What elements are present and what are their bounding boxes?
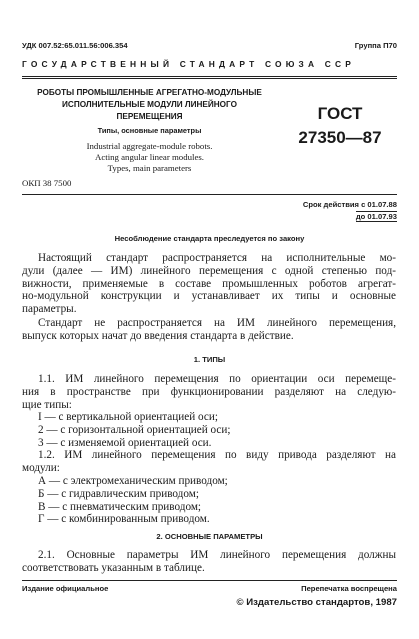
- list-item: 3 — с изменяемой ориентацией оси.: [38, 436, 212, 449]
- header-rule-2: [22, 78, 397, 79]
- header-rule: [22, 76, 397, 77]
- clause-1-1: [22, 373, 396, 411]
- text-line: ния в пространстве при функционировании разделяют на следую-: [22, 385, 396, 398]
- text-line: модули:: [22, 461, 60, 474]
- title-ru-line-2: ИСПОЛНИТЕЛЬНЫЕ МОДУЛИ ЛИНЕЙНОГО: [62, 100, 237, 109]
- okp-code: ОКП 38 7500: [22, 178, 72, 188]
- section-heading-parameters: 2. ОСНОВНЫЕ ПАРАМЕТРЫ: [156, 532, 263, 541]
- title-ru-line-1: РОБОТЫ ПРОМЫШЛЕННЫЕ АГРЕГАТНО-МОДУЛЬНЫЕ: [37, 88, 262, 97]
- clause-2-1: [22, 549, 396, 575]
- intro-paragraph-1: [22, 252, 396, 316]
- title-en-line-3: Types, main parameters: [107, 163, 192, 173]
- validity-end: до 01.07.93: [355, 212, 397, 221]
- section-heading-types: 1. ТИПЫ: [193, 355, 226, 364]
- text-line: дули (далее — ИМ) линейного перемещения с одной степенью под-: [22, 264, 396, 277]
- list-item: 2 — с горизонтальной ориентацией оси;: [38, 423, 231, 436]
- text-line: но-модульной конструкции и устанавливает их типы и основные: [22, 290, 396, 303]
- list-item: А — с электромеханическим приводом;: [38, 475, 228, 487]
- legal-notice: Несоблюдение стандарта преследуется по закону: [114, 234, 305, 243]
- text-line: щие типы:: [22, 398, 72, 411]
- validity-start: Срок действия с 01.07.88: [302, 200, 397, 209]
- title-block-rule: [22, 194, 397, 195]
- udk-code: УДК 007.52:65.011.56:006.354: [22, 41, 128, 50]
- title-ru-subtitle: Типы, основные параметры: [97, 126, 202, 135]
- text-line: соответствовать указанным в таблице.: [22, 561, 205, 574]
- text-line: 1.2. ИМ линейного перемещения по виду привода разделяют на: [38, 449, 396, 461]
- text-line: параметры.: [22, 303, 77, 316]
- text-line: Настоящий стандарт распространяется на исполнительные мо-: [38, 252, 396, 264]
- list-item: Г — с комбинированным приводом.: [38, 513, 210, 526]
- group-code: Группа П70: [354, 41, 397, 50]
- title-en-line-2: Acting angular linear modules.: [95, 152, 204, 162]
- clause-1-2: [22, 449, 396, 475]
- footer-rule: [22, 580, 397, 581]
- gost-number: 27350—87: [298, 128, 382, 147]
- official-edition: Издание официальное: [22, 584, 109, 593]
- types-list: [22, 411, 396, 449]
- text-line: 2.1. Основные параметры ИМ линейного перемещения должны: [38, 549, 396, 561]
- copyright: © Издательство стандартов, 1987: [236, 597, 397, 608]
- text-line: вижности, применяемые в составе промышленных роботов агрегат-: [22, 277, 396, 290]
- title-ru-line-3: ПЕРЕМЕЩЕНИЯ: [116, 112, 183, 121]
- list-item: Б — с гидравлическим приводом;: [38, 487, 199, 500]
- list-item: I — с вертикальной ориентацией оси;: [38, 411, 218, 423]
- text-line: 1.1. ИМ линейного перемещения по ориентации оси перемеще-: [38, 373, 396, 385]
- intro-paragraph-2: [22, 317, 396, 343]
- state-standard-banner: ГОСУДАРСТВЕННЫЙ СТАНДАРТ СОЮЗА ССР: [22, 59, 356, 69]
- title-en-line-1: Industrial aggregate-module robots.: [86, 141, 213, 151]
- gost-label: ГОСТ: [317, 104, 363, 123]
- reprint-prohibited: Перепечатка воспрещена: [301, 584, 397, 593]
- drives-list: [22, 475, 396, 526]
- text-line: Стандарт не распространяется на ИМ линейного перемещения,: [38, 317, 396, 329]
- text-line: выпуск которых начат до введения стандарта в действие.: [22, 329, 294, 342]
- list-item: В — с пневматическим приводом;: [38, 500, 202, 513]
